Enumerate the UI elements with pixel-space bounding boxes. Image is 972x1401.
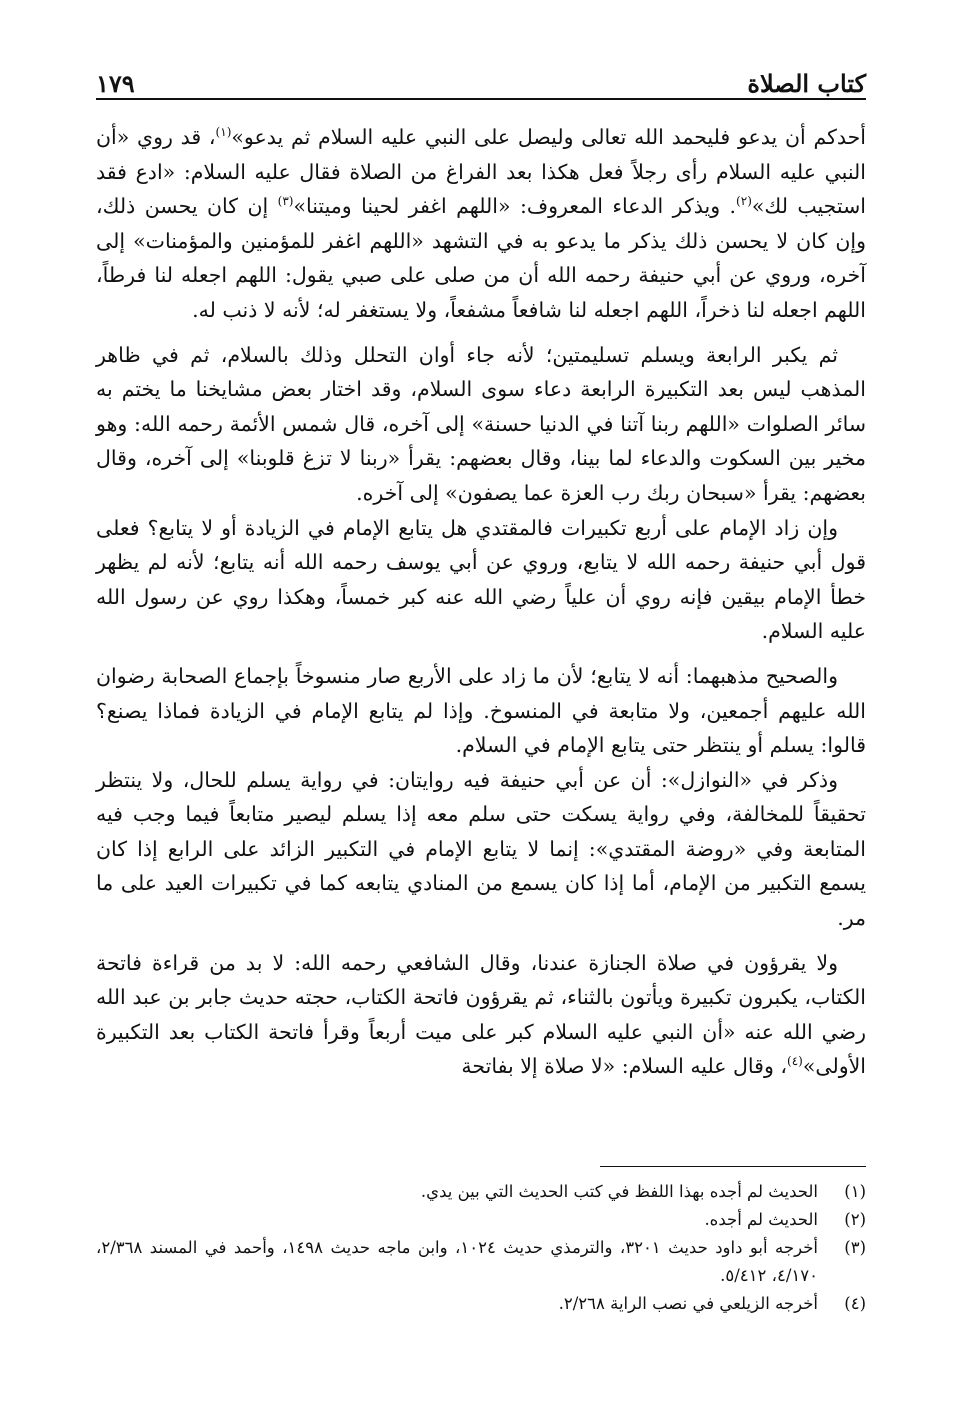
- footnote-ref: (٤): [787, 1054, 803, 1069]
- footnote-rule: [600, 1166, 866, 1167]
- book-title: كتاب الصلاة: [747, 69, 866, 98]
- footnotes: [96, 1178, 866, 1318]
- paragraph: [96, 946, 866, 1084]
- paragraph: والصحيح مذهبهما: أنه لا يتابع؛ لأن ما زاد على الأربع صار منسوخاً بإجماع الصحابة رضوان الله عليهم أجمعين، ولا متابعة في المنسوخ. وإذا لم يتابع الإمام في الزيادة فماذا يصنع؟ قالوا: يسلم أو ينتظر حتى يتابع الإمام في السلام.: [96, 663, 866, 758]
- footnote: [96, 1178, 866, 1206]
- footnote-number: (٢): [844, 1210, 866, 1229]
- paragraph: وذكر في «النوازل»: أن عن أبي حنيفة فيه روايتان: في رواية يسلم للحال، ولا ينتظر تحقيقاً للمخالفة، وفي رواية يسكت حتى سلم معه إذا يسلم ليصير متابعاً فيما وجب فيه المتابعة وفي «روضة المقتدي»: إنما لا يتابع الإمام في التكبير الزائد على الرابع إذا كان يسمع التكبير من الإمام، أما إذا كان يسمع من المنادي يتابعه كما في تكبيرات العيد على ما مر.: [96, 767, 866, 931]
- body-text: [96, 120, 866, 1084]
- footnote-number: (٣): [844, 1238, 866, 1257]
- footnote-ref: (٣): [277, 194, 294, 209]
- text-run: إن كان يحسن ذلك، وإن كان لا يحسن ذلك يذكر ما يدعو به في التشهد «اللهم اغفر للمؤمنين والمؤمنات» إلى آخره، وروي عن أبي حنيفة رحمه الله أن من صلى على صبي يقول: اللهم اجعله لنا فرطاً، اللهم اجعله لنا ذخراً، اللهم اجعله لنا شافعاً مشفعاً، ولا يستغفر له؛ لأنه لا ذنب له.: [96, 194, 866, 322]
- footnote-text: أخرجه الزيلعي في نصب الراية ٢/٢٦٨.: [558, 1294, 818, 1313]
- text-run: ولا يقرؤون في صلاة الجنازة عندنا، وقال الشافعي رحمه الله: لا بد من قراءة فاتحة الكتاب، يكبرون تكبيرة ويأتون بالثناء، ثم يقرؤون فاتحة الكتاب، حجته حديث جابر بن عبد الله رضي الله عنه «أن النبي عليه السلام كبر على ميت أربعاً وقرأ فاتحة الكتاب بعد التكبيرة الأولى»: [96, 950, 866, 1079]
- footnote: [96, 1290, 866, 1318]
- text-run: . ويذكر الدعاء المعروف: «اللهم اغفر لحينا وميتنا»: [293, 194, 737, 219]
- text-run: ، وقال عليه السلام: «لا صلاة إلا بفاتحة: [461, 1054, 787, 1079]
- footnote-text: الحديث لم أجده.: [704, 1210, 818, 1229]
- paragraph: [96, 120, 866, 328]
- text-run: أحدكم أن يدعو فليحمد الله تعالى وليصل على النبي عليه السلام ثم يدعو»: [231, 125, 866, 149]
- footnote-ref: (٢): [736, 194, 752, 209]
- footnote-number: (١): [844, 1182, 866, 1201]
- footnote-ref: (١): [215, 125, 232, 140]
- footnote: [96, 1206, 866, 1234]
- footnote-number: (٤): [844, 1294, 866, 1313]
- header-rule: [96, 98, 866, 100]
- page-number: ١٧٩: [96, 69, 135, 98]
- paragraph: وإن زاد الإمام على أربع تكبيرات فالمقتدي هل يتابع الإمام في الزيادة أو لا يتابع؟ فعلى قول أبي حنيفة رحمه الله لا يتابع، وروي عن أبي يوسف رحمه الله أنه يتابع؛ لأنه لم يظهر خطأ الإمام بيقين فإنه روي أن علياً رضي الله عنه كبر خمساً، وهكذا روي عن رسول الله عليه السلام.: [96, 515, 866, 644]
- running-head: [96, 58, 866, 98]
- text-run: ، قد روي «أن النبي عليه السلام رأى رجلاً فعل هكذا بعد الفراغ من الصلاة فقال عليه السلام: «ادع فقد استجيب لك»: [96, 125, 866, 219]
- paragraph: ثم يكبر الرابعة ويسلم تسليمتين؛ لأنه جاء أوان التحلل وذلك بالسلام، ثم في ظاهر المذهب ليس بعد التكبيرة الرابعة دعاء سوى السلام، وقد اختار بعض مشايخنا ما يختم به سائر الصلوات «اللهم ربنا آتنا في الدنيا حسنة» إلى آخره، قال شمس الأئمة رحمه الله: وهو مخير بين السكوت والدعاء لما بينا، وقال بعضهم: يقرأ «ربنا لا تزغ قلوبنا» إلى آخره، وقال بعضهم: يقرأ «سبحان ربك رب العزة عما يصفون» إلى آخره.: [96, 342, 866, 505]
- footnote: [96, 1234, 866, 1290]
- footnote-text: الحديث لم أجده بهذا اللفظ في كتب الحديث التي بين يدي.: [420, 1182, 818, 1201]
- footnote-text: أخرجه أبو داود حديث ٣٢٠١، والترمذي حديث ١٠٢٤، وابن ماجه حديث ١٤٩٨، وأحمد في المسند ٢/٣٦٨، ٤/١٧٠، ٥/٤١٢.: [96, 1238, 818, 1285]
